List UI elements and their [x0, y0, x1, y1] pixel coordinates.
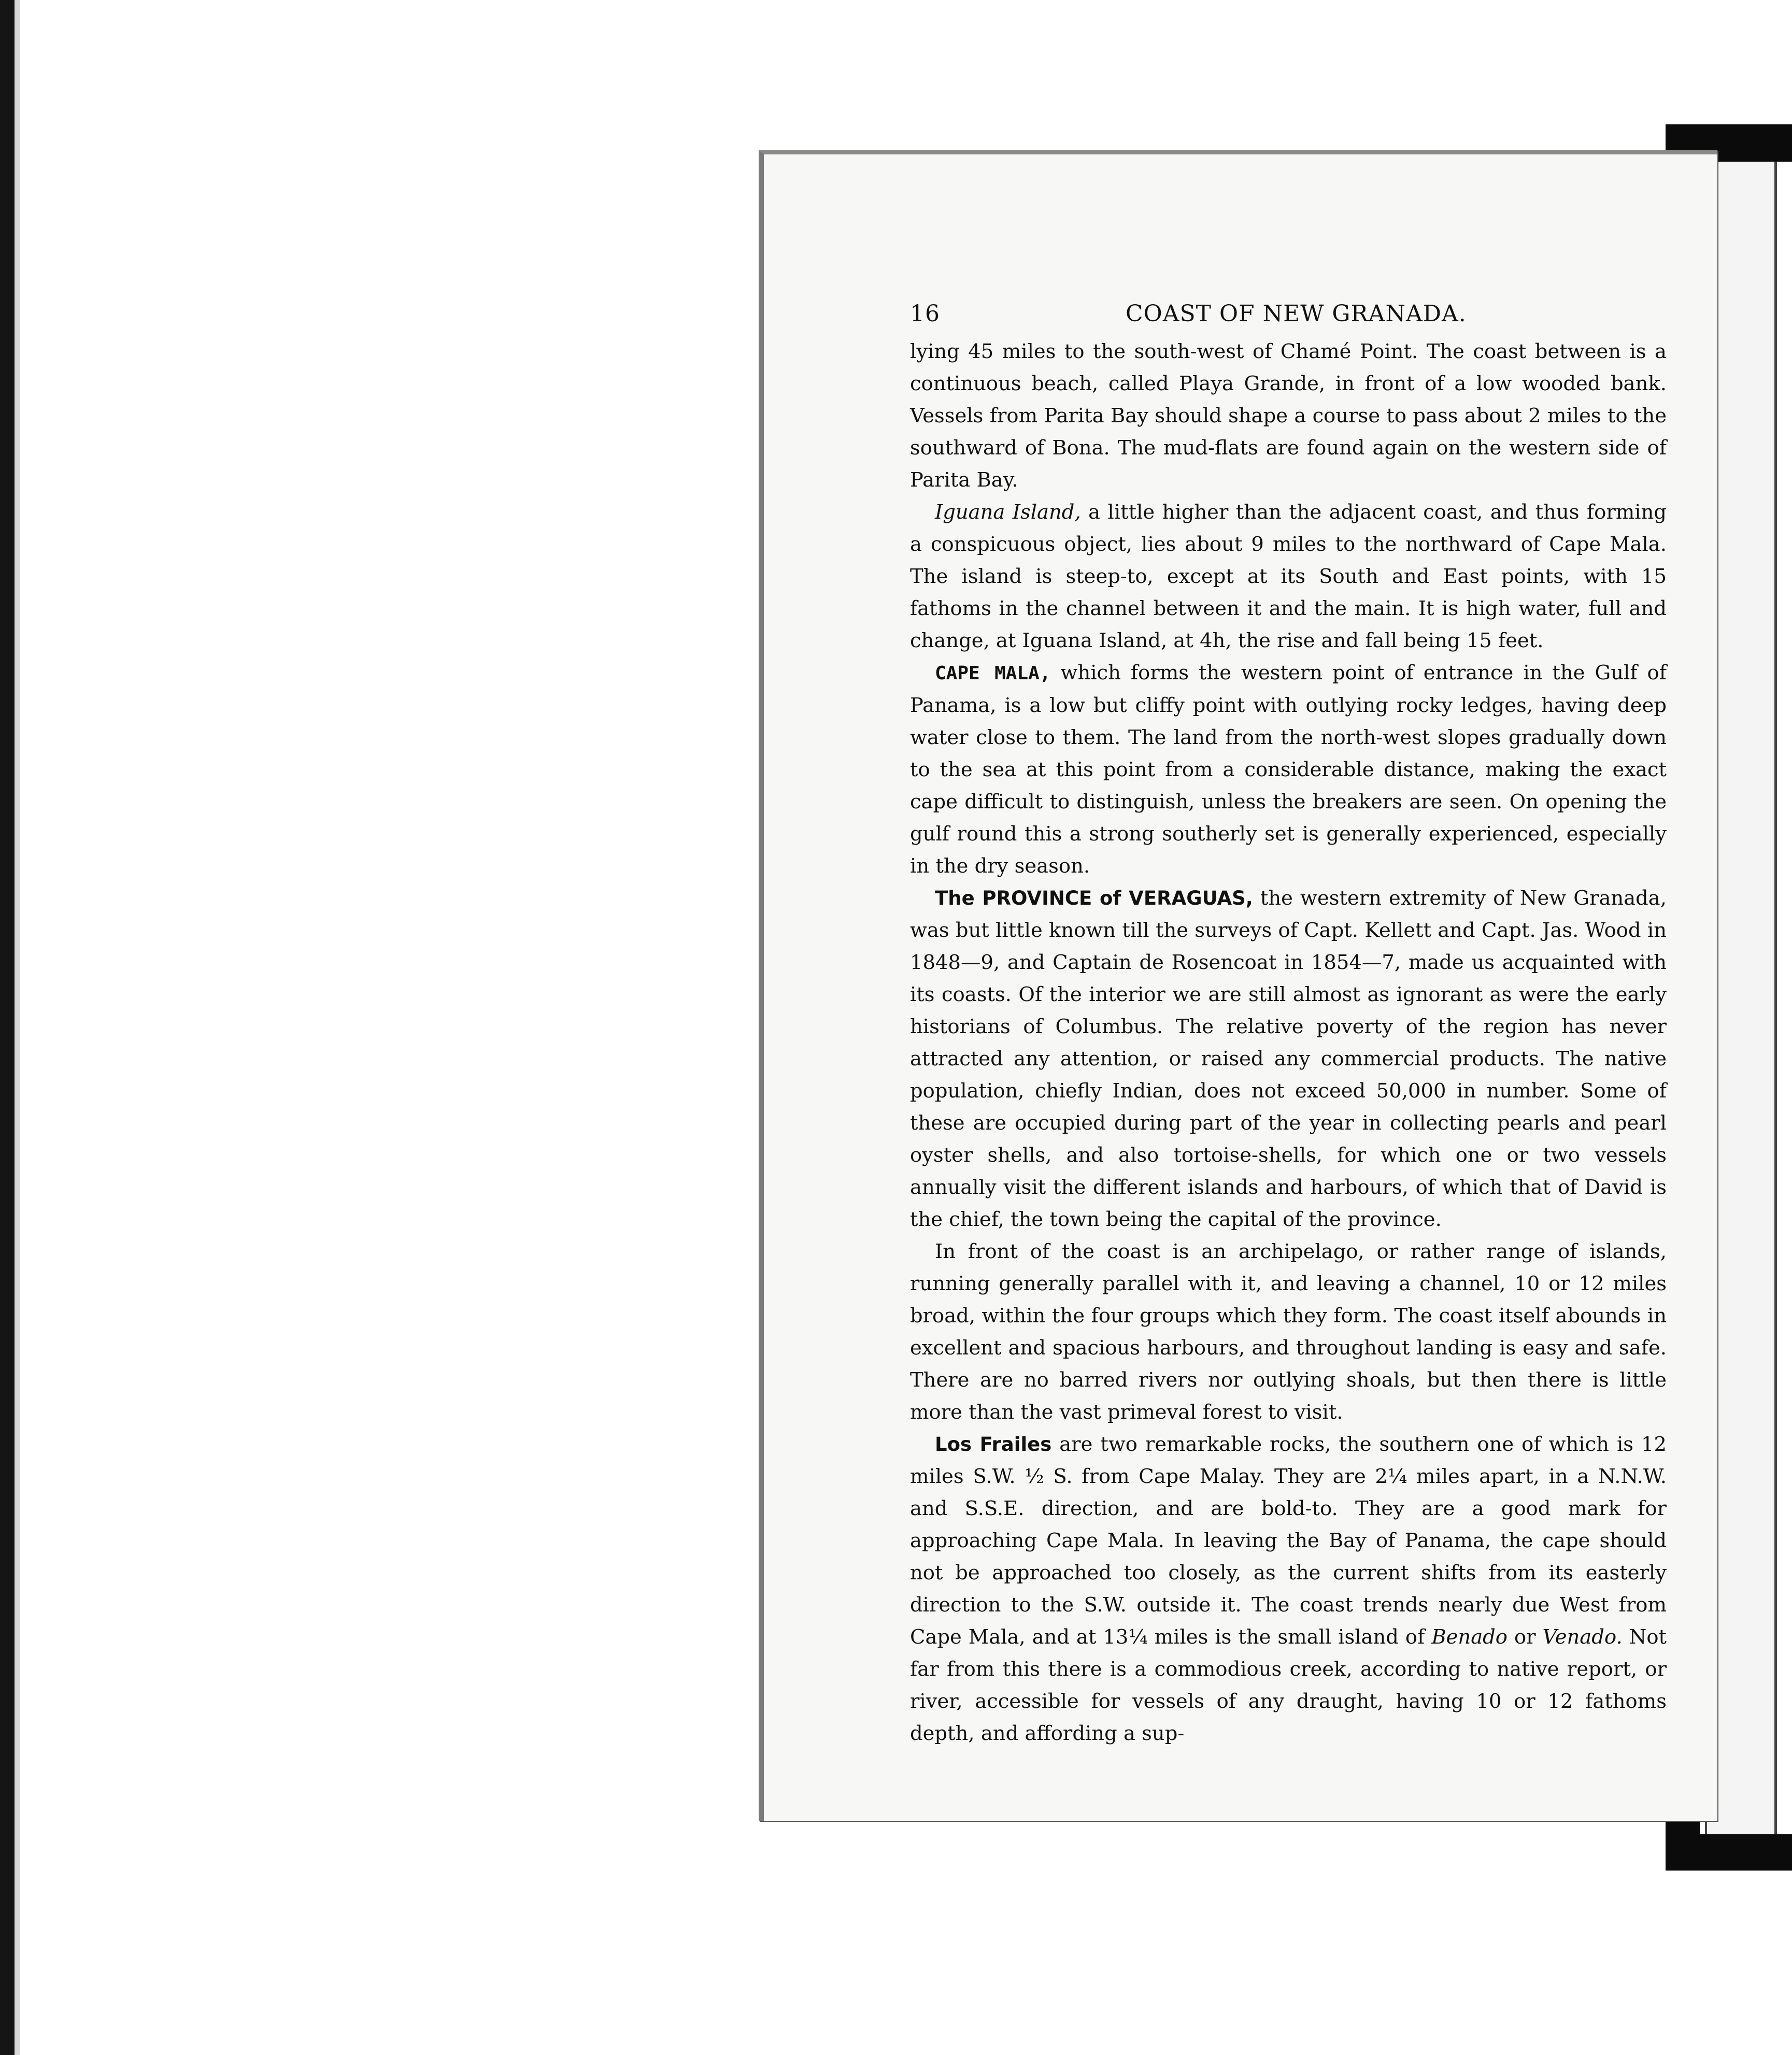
place-name-venado: Venado.: [1542, 1625, 1623, 1649]
paragraph-lead-los-frailes: Los Frailes: [935, 1433, 1052, 1455]
page-text-block: [910, 301, 1667, 1750]
paragraph-los-frailes: [910, 1429, 1667, 1750]
paragraph-playa-grande: [910, 336, 1667, 496]
paragraph-iguana-island: [910, 496, 1667, 657]
paragraph-text: lying 45 miles to the south-west of Chamé Point. The coast between is a continuous beach, called Playa Grande, in front of a low wooded bank. Vessels from Parita Bay should shape a course to pass about 2 miles to the southward of Bona. The mud-flats are found again on the western side of Parita Bay.: [910, 340, 1667, 492]
paragraph-lead-iguana-island: Iguana Island,: [935, 501, 1081, 524]
paragraph-province-veraguas: [910, 882, 1667, 1236]
paragraph-archipelago: [910, 1236, 1667, 1429]
scan-left-binding-edge: [0, 0, 15, 2055]
scan-left-binding-shadow: [15, 0, 20, 2055]
paragraph-lead-cape-mala: CAPE MALA,: [935, 663, 1051, 684]
running-title: COAST OF NEW GRANADA.: [1126, 301, 1467, 327]
paragraph-text: or: [1507, 1625, 1543, 1649]
paragraph-text: Not far from this there is a commodious creek, according to native report, or river, accessible for vessels of any draught, having 10 or 12 fathoms depth, and affording a sup-: [910, 1625, 1667, 1745]
paragraph-lead-province-veraguas: The PROVINCE of VERAGUAS,: [935, 887, 1253, 909]
place-name-benado: Benado: [1431, 1625, 1507, 1649]
paragraph-text: a little higher than the adjacent coast, and thus forming a conspicuous object, lies about 9 miles to the northward of Cape Mala. The island is steep-to, except at its South and East points, with 15 fathoms in the channel between it and the main. It is high water, full and change, at Iguana Island, at 4h, the rise and fall being 15 feet.: [910, 501, 1667, 652]
paragraph-cape-mala: [910, 657, 1667, 882]
paragraph-text: In front of the coast is an archipelago, or rather range of islands, running generally parallel with it, and leaving a channel, 10 or 12 miles broad, within the four groups which they form. The coast itself abounds in excellent and spacious harbours, and throughout landing is easy and safe. There are no barred rivers nor outlying shoals, but then there is little more than the vast primeval forest to visit.: [910, 1240, 1667, 1424]
book-cover-edge-bottom: [1666, 1834, 1792, 1871]
paragraph-text: which forms the western point of entrance in the Gulf of Panama, is a low but cliffy point with outlying rocky ledges, having deep water close to them. The land from the north-west slopes gradually down to the sea at this point from a considerable distance, making the exact cape difficult to distinguish, unless the breakers are seen. On opening the gulf round this a strong southerly set is generally experienced, especially in the dry season.: [910, 661, 1667, 878]
paragraph-text: are two remarkable rocks, the southern one of which is 12 miles S.W. ½ S. from Cape Malay. They are 2¼ miles apart, in a N.N.W. and S.S.E. direction, and are bold-to. They are a good mark for approaching Cape Mala. In leaving the Bay of Panama, the cape should not be approached too closely, as the current shifts from its easterly direction to the S.W. outside it. The coast trends nearly due West from Cape Mala, and at 13¼ miles is the small island of: [910, 1433, 1667, 1649]
paragraph-text: the western extremity of New Granada, was but little known till the surveys of Capt. Kellett and Capt. Jas. Wood in 1848—9, and Captain de Rosencoat in 1854—7, made us acquainted with its coasts. Of the interior we are still almost as ignorant as were the early historians of Columbus. The relative poverty of the region has never attracted any attention, or raised any commercial products. The native population, chiefly Indian, does not exceed 50,000 in number. Some of these are occupied during part of the year in collecting pearls and pearl oyster shells, and also tortoise-shells, for which one or two vessels annually visit the different islands and harbours, of which that of David is the chief, the town being the capital of the province.: [910, 887, 1667, 1231]
page-number: 16: [910, 301, 940, 327]
running-head: [910, 301, 1667, 332]
